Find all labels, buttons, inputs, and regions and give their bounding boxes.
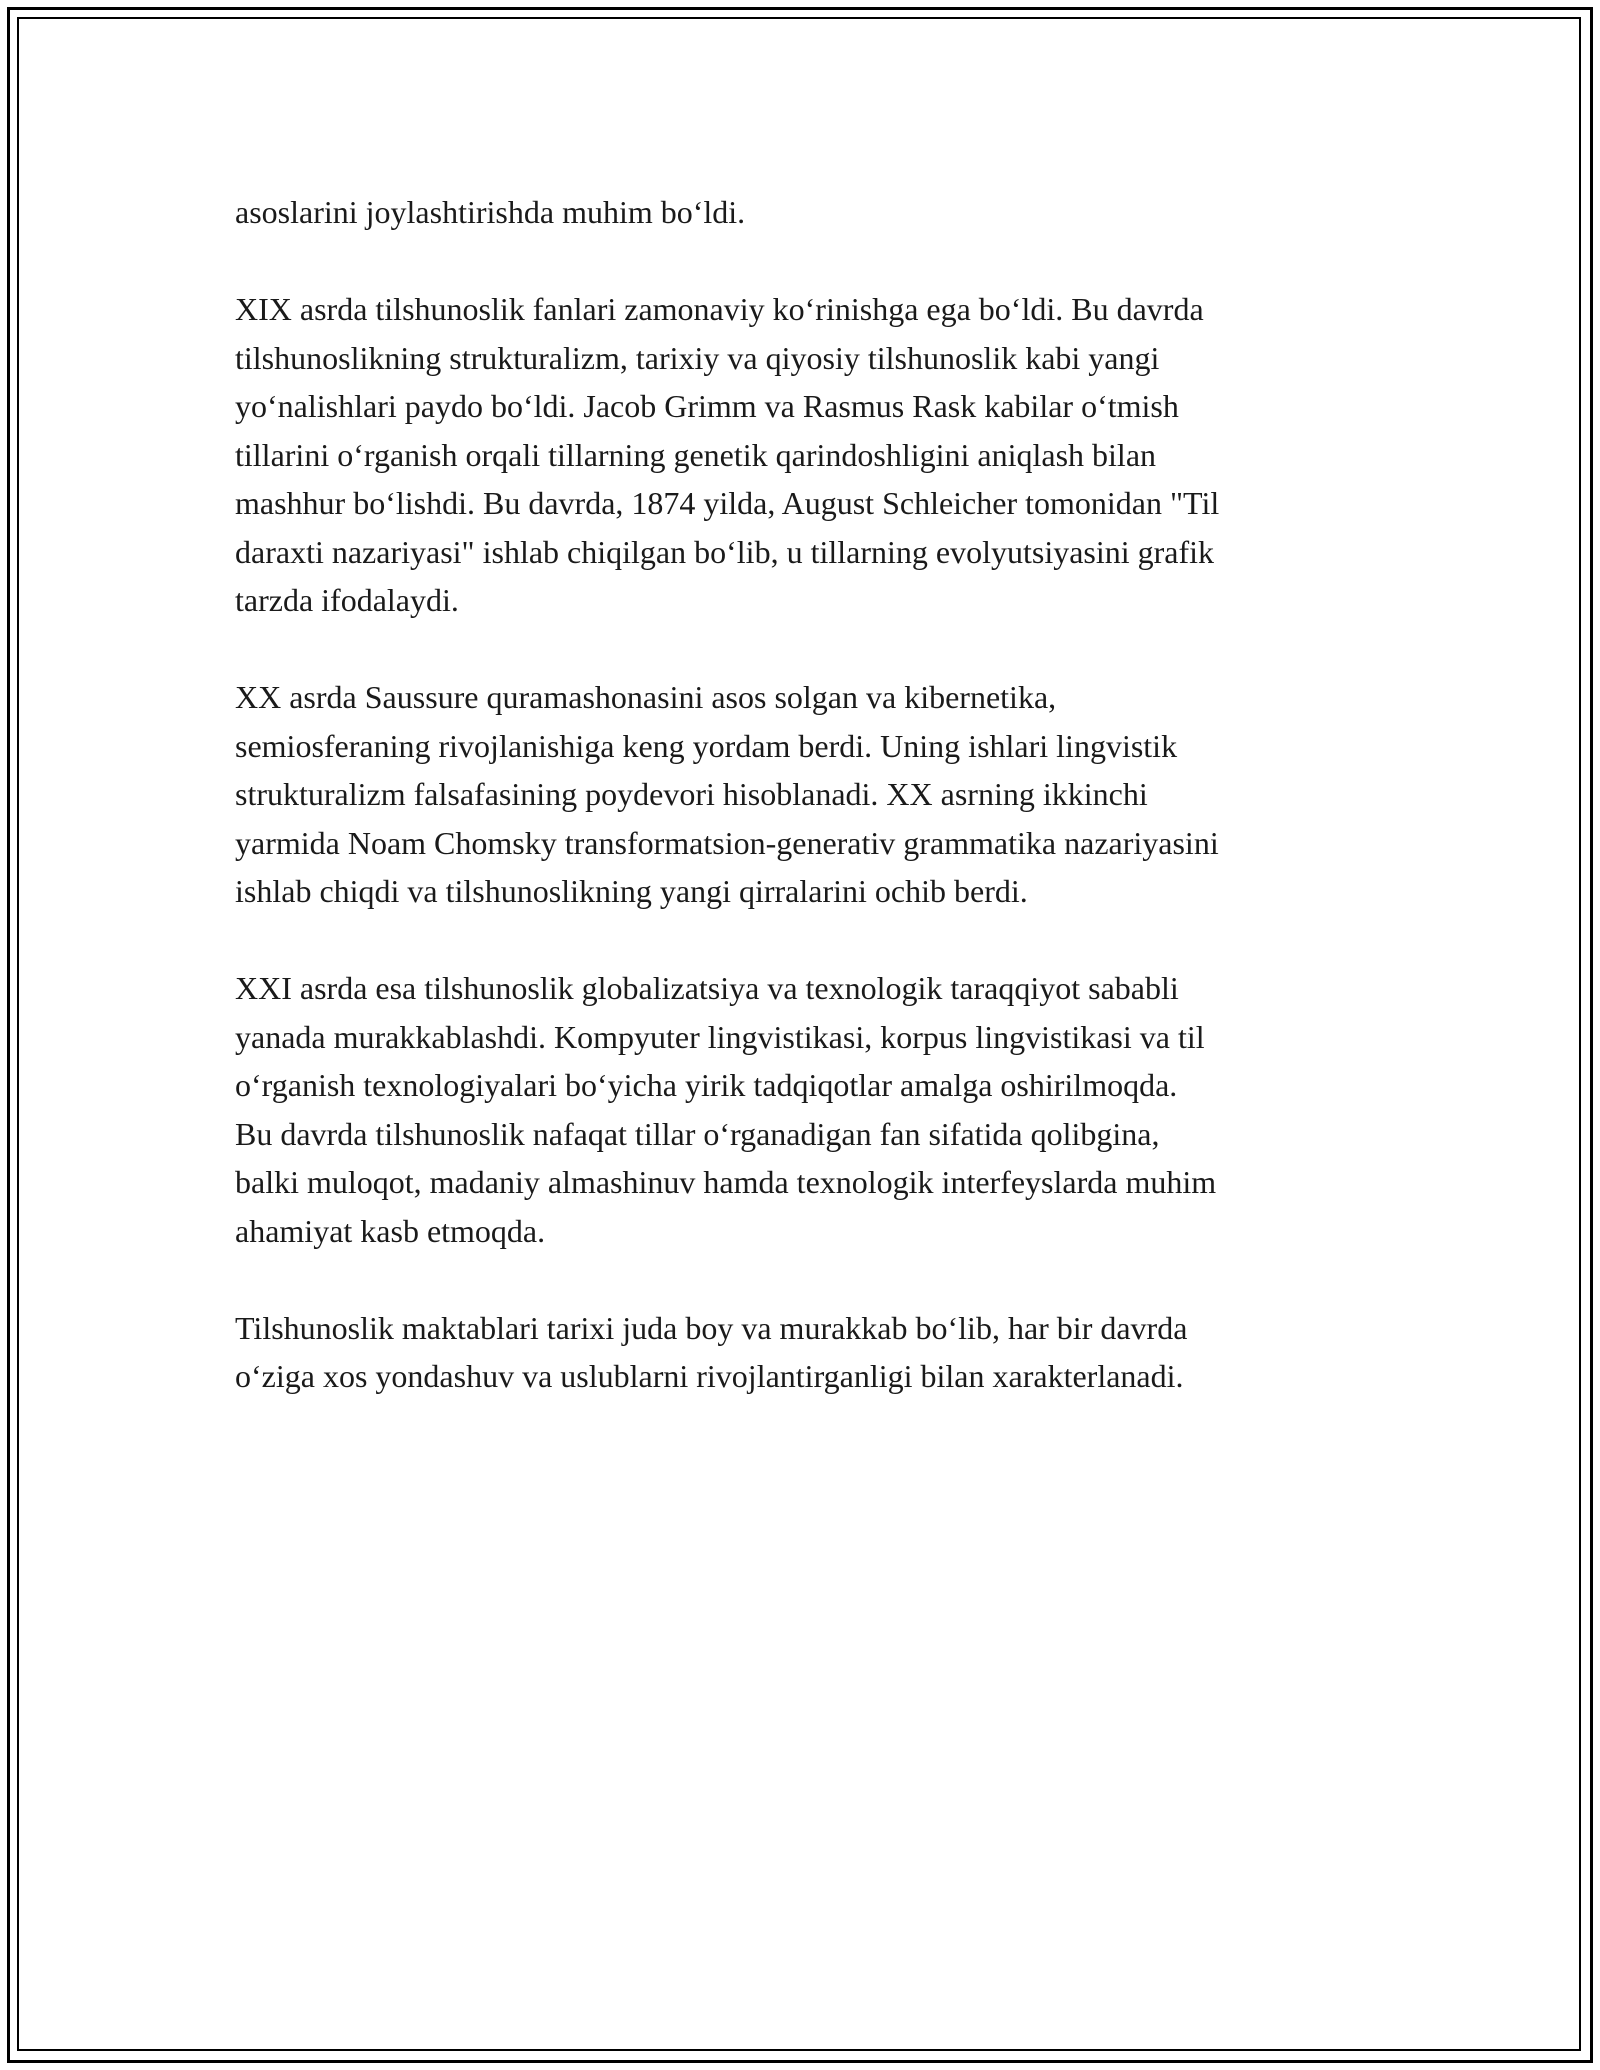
paragraph-continuation: asoslarini joylashtirishda muhim bo‘ldi. <box>235 194 746 230</box>
paragraph-xx-century: XX asrda Saussure quramashonasini asos solgan va kibernetika, semiosferaning rivojlanishiga keng yordam berdi. Uning ishlari lingvistik strukturalizm falsafasining poydevori hisoblanadi. XX asrning ikkinchi yarmida Noam Chomsky transformatsion-generativ grammatika nazariyasini ishlab chiqdi va tilshunoslikning yangi qirralarini ochib berdi. <box>235 679 1219 909</box>
paragraph-xix-century: XIX asrda tilshunoslik fanlari zamonaviy ko‘rinishga ega bo‘ldi. Bu davrda tilshunoslikning strukturalizm, tarixiy va qiyosiy tilshunoslik kabi yangi yo‘nalishlari paydo bo‘ldi. Jacob Grimm va Rasmus Rask kabilar o‘tmish tillarini o‘rganish orqali tillarning genetik qarindoshligini aniqlash bilan mashhur bo‘lishdi. Bu davrda, 1874 yilda, August Schleicher tomonidan "Til daraxti nazariyasi" ishlab chiqilgan bo‘lib, u tillarning evolyutsiyasini grafik tarzda ifodalaydi. <box>235 291 1220 618</box>
paragraph-xxi-century: XXI asrda esa tilshunoslik globalizatsiya va texnologik taraqqiyot sababli yanada murakkablashdi. Kompyuter lingvistikasi, korpus lingvistikasi va til o‘rganish texnologiyalari bo‘yicha yirik tadqiqotlar amalga oshirilmoqda. Bu davrda tilshunoslik nafaqat tillar o‘rganadigan fan sifatida qolibgina, balki muloqot, madaniy almashinuv hamda texnologik interfeyslarda muhim ahamiyat kasb etmoqda. <box>235 970 1217 1249</box>
document-body <box>235 188 1395 1449</box>
paragraph-conclusion: Tilshunoslik maktablari tarixi juda boy va murakkab bo‘lib, har bir davrda o‘ziga xos yondashuv va uslublarni rivojlantirganligi bilan xarakterlanadi. <box>235 1309 1188 1394</box>
